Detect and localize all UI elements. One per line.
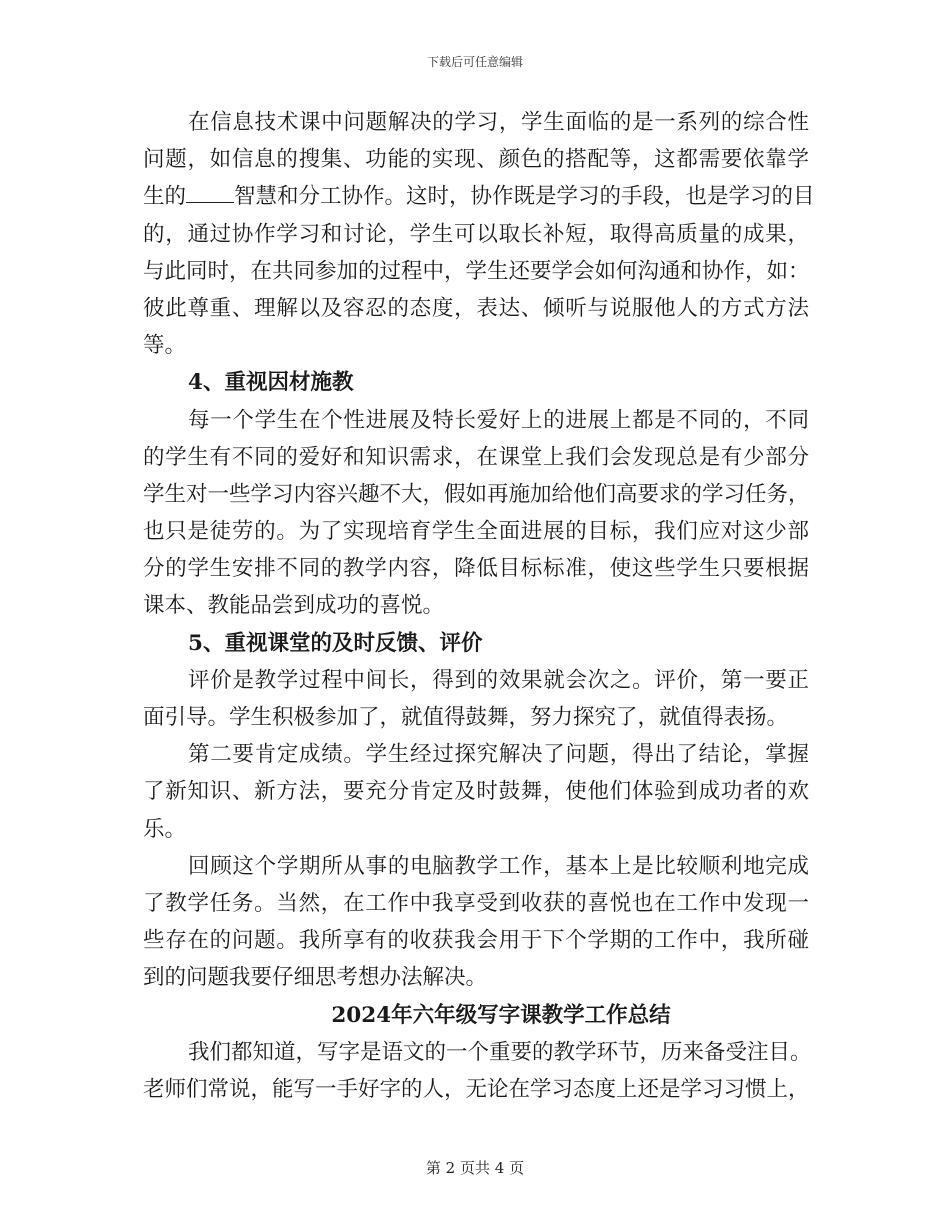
text-line: 问题，如信息的搜集、功能的实现、颜色的搭配等，这都需要依靠学 — [143, 147, 809, 173]
text-line: 与此同时，在共同参加的过程中，学生还要学会如何沟通和协作，如： — [143, 258, 810, 284]
text-line: 第二要肯定成绩。学生经过探究解决了问题，得出了结论，掌握 — [188, 742, 809, 768]
fill-blank — [186, 184, 234, 203]
text-line: 了新知识、新方法，要充分肯定及时鼓舞，使他们体验到成功者的欢 — [143, 779, 809, 805]
paragraph-collaboration — [143, 104, 815, 364]
paragraph-affirm-achievement — [143, 736, 809, 848]
section-heading-4: 4、重视因材施教 — [188, 370, 354, 396]
text-line: 乐。 — [143, 816, 187, 842]
text-segment: 智慧和分工协作。这时，协作既是学习的手段，也是学习的目 — [234, 184, 815, 210]
text-line: 彼此尊重、理解以及容忍的态度，表达、倾听与说服他人的方式方法 — [143, 295, 809, 321]
text-line: 每一个学生在个性进展及特长爱好上的进展上都是不同的，不同 — [188, 407, 809, 433]
text-line: 学生对一些学习内容兴趣不大，假如再施加给他们高要求的学习任务， — [143, 481, 810, 507]
document-body — [143, 104, 815, 1108]
text-segment: 生的 — [143, 184, 187, 210]
text-line: 课本、教能品尝到成功的喜悦。 — [143, 593, 445, 619]
text-line: 的，通过协作学习和讨论，学生可以取长补短，取得高质量的成果， — [143, 221, 809, 247]
text-line: 面引导。学生积极参加了，就值得鼓舞，努力探究了，就值得表扬。 — [143, 705, 789, 730]
text-line: 回顾这个学期所从事的电脑教学工作，基本上是比较顺利地完成 — [188, 853, 809, 879]
paragraph-evaluation — [143, 662, 809, 736]
text-line: 也只是徒劳的。为了实现培育学生全面进展的目标，我们应对这少部 — [143, 519, 809, 545]
paragraph-calligraphy — [143, 1034, 812, 1108]
page-footer: 第 2 页共 4 页 — [425, 1159, 525, 1177]
section-heading-5: 5、重视课堂的及时反馈、评价 — [188, 630, 483, 656]
text-line: 在信息技术课中问题解决的学习，学生面临的是一系列的综合性 — [188, 110, 809, 135]
text-line: 评价是教学过程中间长，得到的效果就会次之。评价，第一要正 — [188, 667, 809, 693]
text-line: 分的学生安排不同的教学内容，降低目标标准，使这些学生只要根据 — [143, 556, 809, 582]
text-line: 到的问题我要仔细思考想办法解决。 — [143, 965, 488, 991]
paragraph-individual-teaching — [143, 402, 809, 625]
text-line: 等。 — [143, 333, 187, 359]
paragraph-review — [143, 848, 809, 997]
text-line: 了教学任务。当然，在工作中我享受到收获的喜悦也在工作中发现一 — [143, 890, 809, 916]
text-line: 的学生有不同的爱好和知识需求，在课堂上我们会发现总是有少部分 — [143, 444, 809, 470]
section-title: 2024年六年级写字课教学工作总结 — [331, 1002, 671, 1028]
text-line: 我们都知道，写字是语文的一个重要的教学环节，历来备受注目。 — [188, 1039, 812, 1065]
text-line: 些存在的问题。我所享有的收获我会用于下个学期的工作中，我所碰 — [143, 928, 809, 954]
text-line — [143, 178, 815, 215]
page-header: 下载后可任意编辑 — [426, 55, 523, 69]
text-line: 老师们常说，能写一手好字的人，无论在学习态度上还是学习习惯上， — [143, 1076, 810, 1102]
